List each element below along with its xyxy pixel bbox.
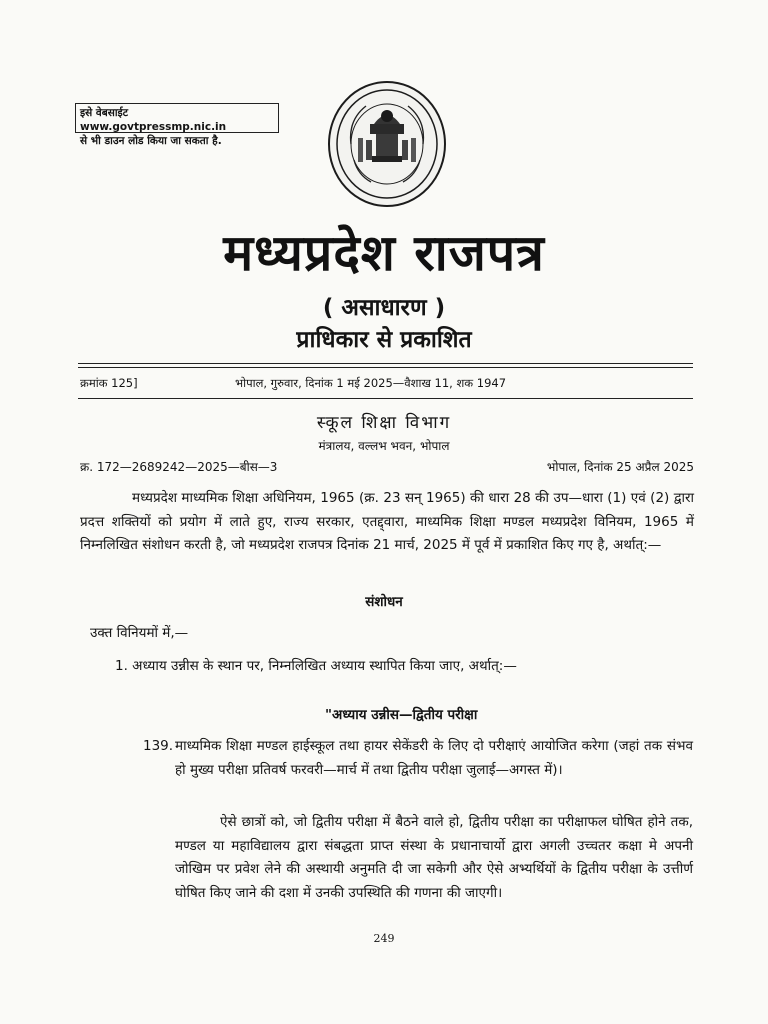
clause-text: माध्यमिक शिक्षा मण्डल हाईस्कूल तथा हायर सेकेंडरी के लिए दो परीक्षाएं आयोजित करेगा (जहां तक संभव हो मुख्य परीक्षा प्रतिवर्ष फरवरी—मार्च में तथा द्वितीय परीक्षा जुलाई—अगस्त में)। (175, 738, 693, 778)
department-name: स्कूल शिक्षा विभाग (316, 413, 452, 433)
download-notice-box (75, 103, 279, 147)
clause-number: 139. (143, 738, 174, 754)
in-regulations-line: उक्त विनियमों में,— (90, 625, 189, 641)
department-address: मंत्रालय, वल्लभ भवन, भोपाल (318, 439, 450, 453)
notice-line-1: इसे वेबसाईट www.govtpressmp.nic.in (80, 107, 227, 133)
gazette-authority: प्राधिकार से प्रकाशित (296, 327, 472, 353)
issue-date: भोपाल, गुरुवार, दिनांक 1 मई 2025—वैशाख 11, शक 1947 (235, 376, 507, 390)
order-row (80, 458, 694, 475)
divider-bottom (78, 398, 693, 399)
notice-line-2: से भी डाउन लोड किया जा सकता है. (80, 135, 222, 147)
order-number: क्र. 172—2689242—2025—बीस—3 (80, 460, 278, 474)
intro-paragraph: मध्यप्रदेश माध्यमिक शिक्षा अधिनियम, 1965 (क्र. 23 सन् 1965) की धारा 28 की उप—धारा (1) एवं (2) द्वारा प्रदत्त शक्तियों को प्रयोग में लाते हुए, राज्य सरकार, एतद्द्वारा, माध्यमिक शिक्षा मण्डल मध्यप्रदेश विनियम, 1965 में निम्नलिखित संशोधन करती है, जो मध्यप्रदेश राजपत्र दिनांक 21 मार्च, 2025 में पूर्व में प्रकाशित किए गए है, अर्थात्:— (80, 490, 694, 553)
clause-139 (143, 735, 693, 782)
gazette-subtitle: ( असाधारण ) (322, 295, 446, 321)
chapter-heading: "अध्याय उन्नीस—द्वितीय परीक्षा (325, 707, 478, 723)
issue-number: क्रमांक 125] (80, 376, 138, 390)
proviso-paragraph: ऐसे छात्रों को, जो द्वितीय परीक्षा में बैठने वाले हो, द्वितीय परीक्षा का परीक्षाफल घोषित होने तक, मण्डल या महाविद्यालय द्वारा संबद्धता प्राप्त संस्था के प्रधानाचार्यो द्वारा अगली उच्चतर कक्षा मे अपनी जोखिम पर प्रवेश लेने की अस्थायी अनुमति दी जा सकेगी और ऐसे अभ्यर्थियों के द्वितीय परीक्षा के उत्तीर्ण घोषित किए जाने की दशा में उनकी उपस्थिति की गणना की जाएगी। (175, 814, 693, 901)
state-emblem-icon (326, 80, 448, 208)
divider-top-double (78, 367, 693, 368)
gazette-title: मध्यप्रदेश राजपत्र (223, 224, 545, 282)
amendment-heading: संशोधन (365, 594, 403, 610)
divider-top (78, 363, 693, 364)
amendment-item-1: 1. अध्याय उन्नीस के स्थान पर, निम्नलिखित अध्याय स्थापित किया जाए, अर्थात्:— (115, 658, 517, 674)
order-date: भोपाल, दिनांक 25 अप्रैल 2025 (546, 460, 694, 474)
page-number: 249 (373, 932, 395, 945)
